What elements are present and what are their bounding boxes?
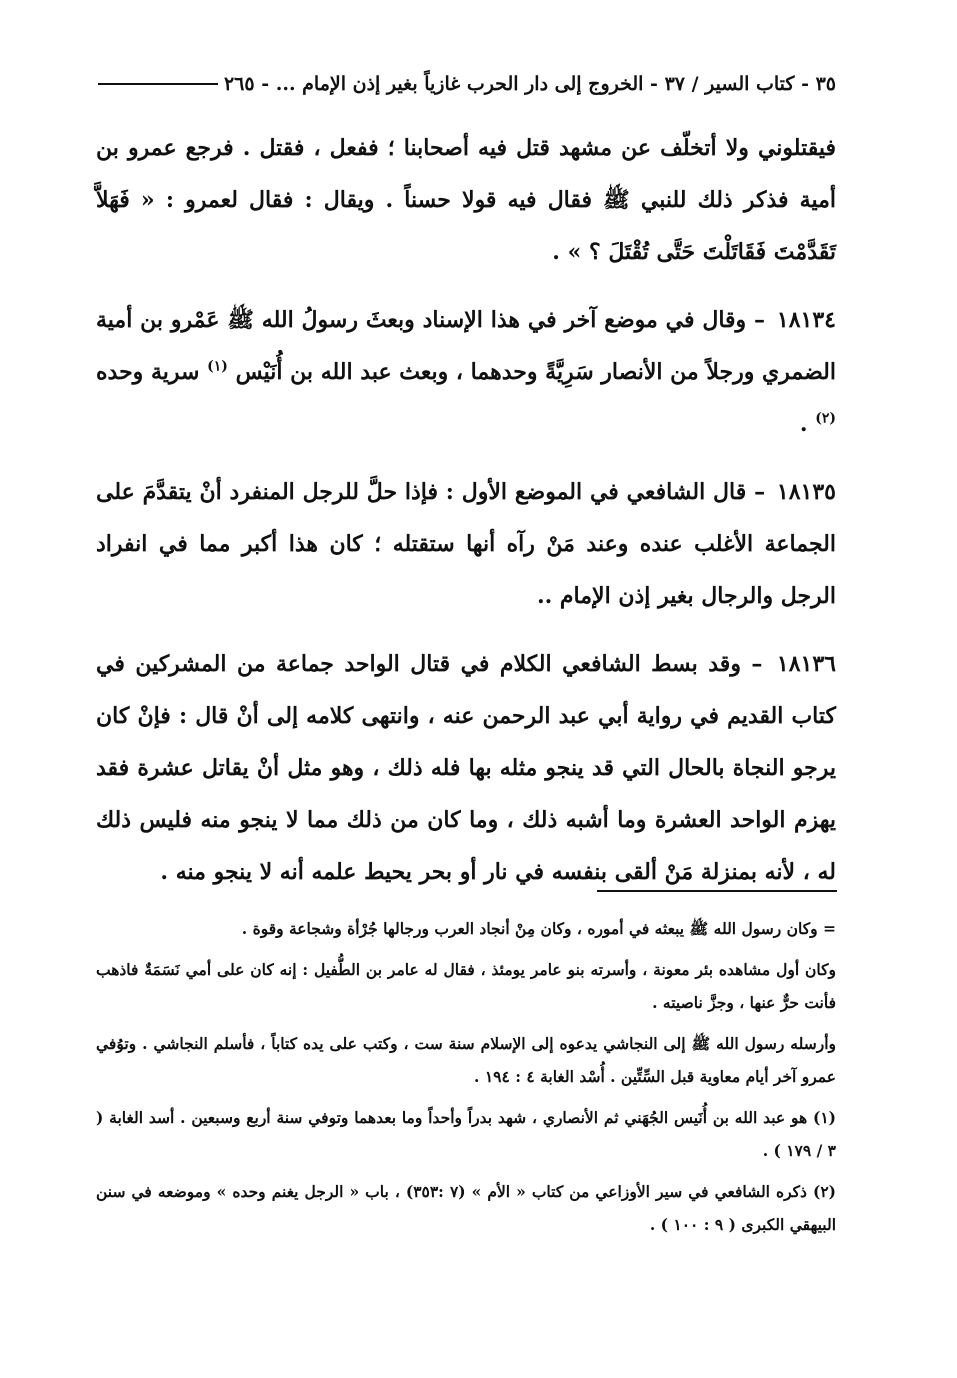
paragraph-end: . xyxy=(799,411,808,437)
paragraph-number: ١٨١٣٤ xyxy=(776,307,836,333)
paragraph-number: ١٨١٣٥ xyxy=(776,479,836,505)
page-header xyxy=(98,64,836,104)
paragraph-text: – وقد بسط الشافعي الكلام في قتال الواحد جماعة من المشركين في كتاب القديم في رواية أبي عبد الرحمن عنه ، وانتهى كلامه إلى أنْ قال : فإنْ كان يرجو النجاة بالحال التي قد ينجو مثله بها فله ذلك ، وهو مثل أنْ يقاتل عشرة فقد يهزم الواحد العشرة وما أشبه ذلك ، وما كان من ذلك مما لا ينجو منه فليس ذلك له ، لأنه بمنزلة مَنْ ألقى بنفسه في نار أو بحر يحيط علمه أنه لا ينجو منه . xyxy=(96,651,836,885)
paragraph-text-after: سرية وحده xyxy=(96,359,200,385)
paragraph-text: – قال الشافعي في الموضع الأول : فإذا حلَّ للرجل المنفرد أنْ يتقدَّمَ على الجماعة الأغلب عنده وعند مَنْ رآه أنها ستقتله ؛ كان هذا أكبر مما في انفراد الرجل والرجال بغير إذن الإمام .. xyxy=(96,479,836,609)
footnote-ref-1[interactable]: (١) xyxy=(207,358,228,375)
paragraph-text: – وقال في موضع آخر في هذا الإسناد وبعثَ رسولُ الله ﷺ عَمْرو بن أمية الضمري ورجلاً من الأنصار سَرِيَّةً وحدهما ، وبعث عبد الله بن أُنَيْس xyxy=(96,307,836,385)
header-rule xyxy=(98,83,218,85)
footnote-2: (٢) ذكره الشافعي في سير الأوزاعي من كتاب « الأم » (٧ :٣٥٣) ، باب « الرجل يغنم وحده » وموضعه في سنن البيهقي الكبرى ( ٩ : ١٠٠ ) . xyxy=(96,1182,836,1234)
paragraph-continuation xyxy=(96,122,836,278)
paragraph-18135 xyxy=(96,466,836,622)
footnote-separator xyxy=(597,890,837,892)
footnote-1: (١) هو عبد الله بن أُنَيس الجُهَني ثم الأنصاري ، شهد بدراً وأحداً وما بعدهما وتوفي سنة أربع وسبعين . أسد الغابة ( ٣ / ١٧٩ ) . xyxy=(96,1108,836,1160)
paragraph-18134 xyxy=(96,294,836,450)
main-text xyxy=(96,122,836,914)
footnote-ref-2[interactable]: (٢) xyxy=(815,410,836,427)
footnote-continuation: وأرسله رسول الله ﷺ إلى النجاشي يدعوه إلى الإسلام سنة ست ، وكتب على يده كتاباً ، فأسلم النجاشي . وتوُفي عمرو آخر أيام معاوية قبل السِّتِّين . أُسْد الغابة ٤ : ١٩٤ . xyxy=(96,1034,836,1086)
running-title: ٣٥ - كتاب السير / ٣٧ - الخروج إلى دار الحرب غازياً بغير إذن الإمام ... - ٢٦٥ xyxy=(223,73,836,95)
paragraph-number: ١٨١٣٦ xyxy=(776,651,836,677)
footnote-continuation: وكان أول مشاهده بئر معونة ، وأسرته بنو عامر يومئذ ، فقال له عامر بن الطُّفيل : إنه كان على أمي نَسَمَةٌ فاذهب فأنت حرٌّ عنها ، وجزَّ ناصيته . xyxy=(96,960,836,1012)
paragraph-18136 xyxy=(96,638,836,898)
footnote-continuation: = وكان رسول الله ﷺ يبعثه في أموره ، وكان مِنْ أنجاد العرب ورجالها جُرْأة وشجاعة وقوة . xyxy=(241,919,836,938)
paragraph-text: فيقتلوني ولا أتخلّف عن مشهد قتل فيه أصحابنا ؛ ففعل ، فقتل . فرجع عمرو بن أمية فذكر ذلك للنبي ﷺ فقال فيه قولا حسناً . ويقال : فقال لعمرو : « فَهَلاَّ تَقَدَّمْتَ فَقَاتَلْتَ حَتَّى تُقْتَلَ ؟ » . xyxy=(96,135,836,265)
footnotes xyxy=(96,912,836,1249)
